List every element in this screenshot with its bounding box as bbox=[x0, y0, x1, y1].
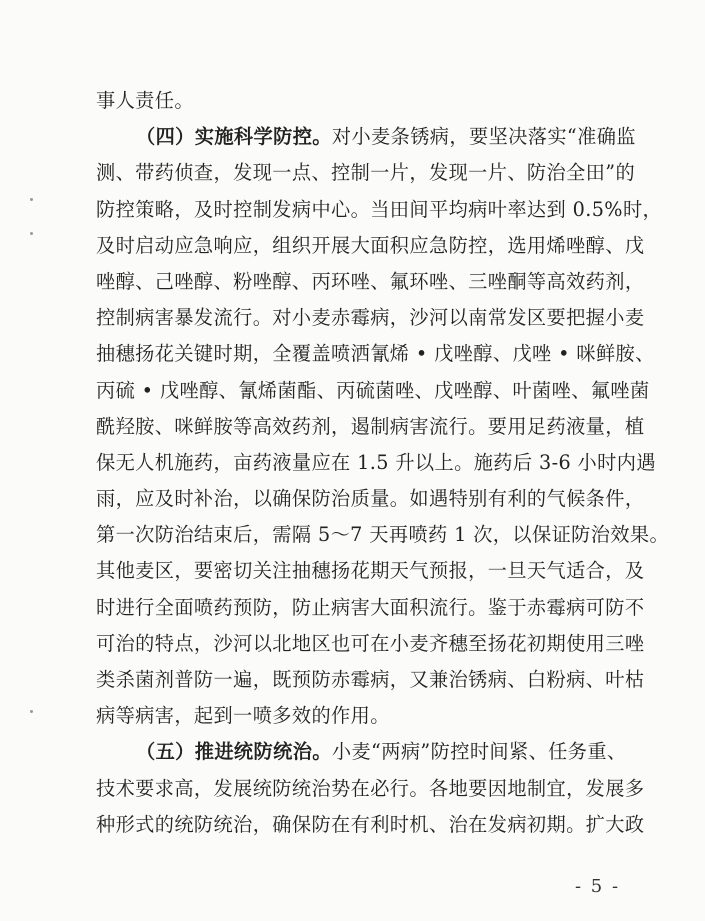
paragraph-line: 事人责任。 bbox=[96, 89, 194, 112]
paragraph-line: 时进行全面喷药预防，防止病害大面积流行。鉴于赤霉病可防不 bbox=[96, 595, 645, 619]
paragraph-text: 小麦“两病”防控时间紧、任务重、 bbox=[331, 740, 627, 764]
margin-mark bbox=[30, 232, 33, 235]
paragraph-line bbox=[96, 119, 636, 155]
paragraph-line: 第一次防治结束后，需隔 5～7 天再喷药 1 次，以保证防治效果。 bbox=[96, 523, 670, 547]
paragraph-line: 丙硫 • 戊唑醇、氰烯菌酯、丙硫菌唑、戊唑醇、叶菌唑、氟唑菌 bbox=[96, 378, 650, 402]
paragraph-line: 病等病害，起到一喷多效的作用。 bbox=[96, 704, 390, 728]
paragraph-line: 其他麦区，要密切关注抽穗扬花期天气预报，一旦天气适合，及 bbox=[96, 559, 645, 583]
paragraph-line: 酰羟胺、咪鲜胺等高效药剂，遏制病害流行。要用足药液量，植 bbox=[96, 414, 645, 438]
paragraph-line: 保无人机施药，亩药液量应在 1.5 升以上。施药后 3-6 小时内遇 bbox=[96, 450, 656, 474]
paragraph-line: 技术要求高，发展统防统治势在必行。各地要因地制宜，发展多 bbox=[96, 776, 645, 800]
paragraph-line: 种形式的统防统治，确保防在有利时机、治在发病初期。扩大政 bbox=[96, 812, 645, 836]
margin-mark bbox=[30, 710, 33, 713]
section-heading: （五）推进统防统治。 bbox=[136, 740, 332, 764]
paragraph-line: 及时启动应急响应，组织开展大面积应急防控，选用烯唑醇、戊 bbox=[96, 233, 645, 257]
paragraph-line: 抽穗扬花关键时期，全覆盖喷洒氰烯 • 戊唑醇、戊唑 • 咪鲜胺、 bbox=[96, 342, 655, 366]
page-number: - 5 - bbox=[575, 876, 621, 897]
section-heading: （四）实施科学防控。 bbox=[136, 125, 332, 149]
paragraph-line bbox=[96, 734, 626, 770]
margin-mark bbox=[30, 198, 33, 201]
paragraph-text: 对小麦条锈病，要坚决落实“准确监 bbox=[331, 125, 636, 149]
body-text bbox=[96, 83, 670, 843]
paragraph-line: 唑醇、己唑醇、粉唑醇、丙环唑、氟环唑、三唑酮等高效药剂， bbox=[96, 269, 645, 293]
paragraph-line: 控制病害暴发流行。对小麦赤霉病，沙河以南常发区要把握小麦 bbox=[96, 306, 645, 330]
paragraph-line: 雨，应及时补治，以确保防治质量。如遇特别有利的气候条件， bbox=[96, 487, 645, 511]
paragraph-line: 防控策略，及时控制发病中心。当田间平均病叶率达到 0.5%时， bbox=[96, 197, 663, 221]
paragraph-line: 类杀菌剂普防一遍，既预防赤霉病，又兼治锈病、白粉病、叶枯 bbox=[96, 668, 645, 691]
paragraph-line: 可治的特点，沙河以北地区也可在小麦齐穗至扬花初期使用三唑 bbox=[96, 631, 645, 655]
paragraph-line: 测、带药侦查，发现一点、控制一片，发现一片、防治全田”的 bbox=[96, 161, 636, 185]
